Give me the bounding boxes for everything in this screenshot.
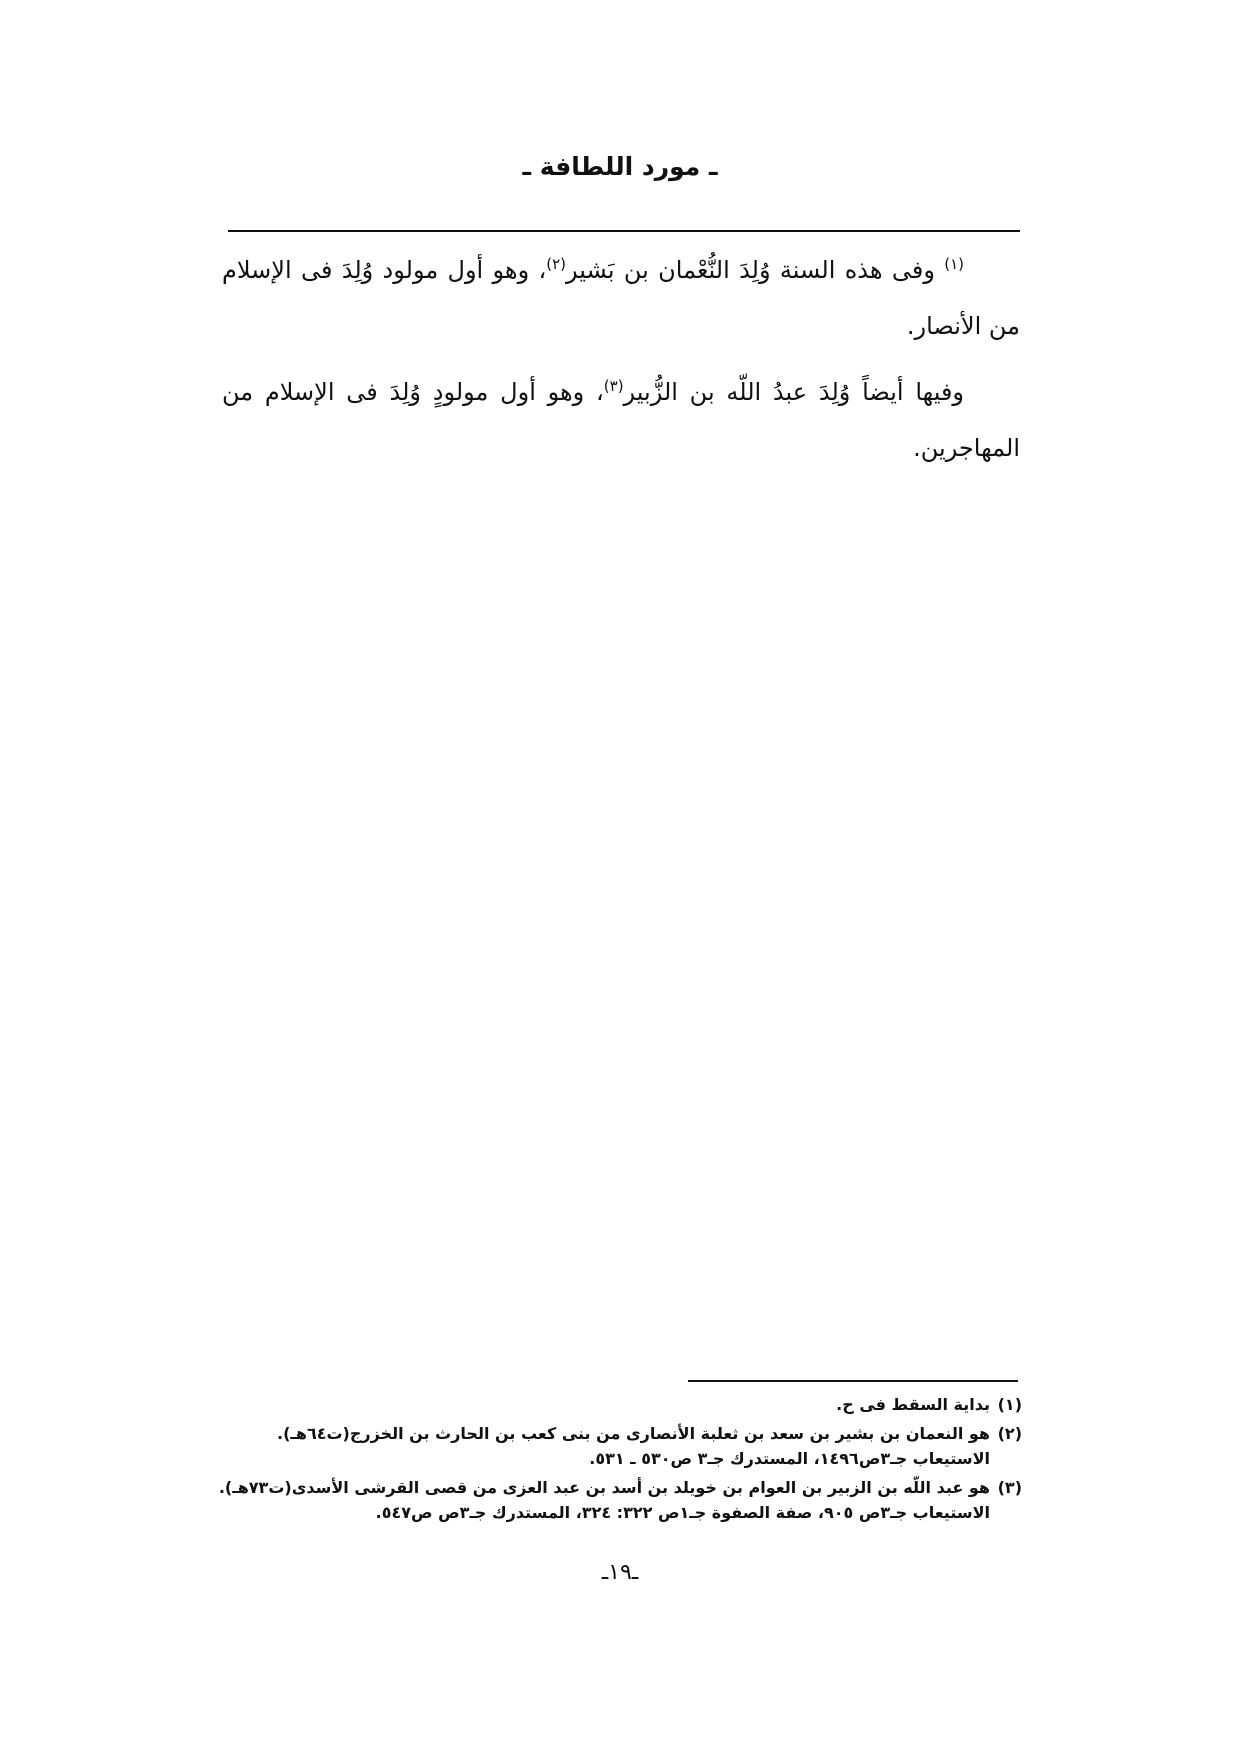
footnote-number: (٣) xyxy=(997,1478,1022,1497)
footnote-text xyxy=(218,1392,990,1417)
footnote-rule xyxy=(688,1380,1018,1382)
footnote-reference: (١) xyxy=(944,255,965,273)
footnote-text xyxy=(218,1421,990,1471)
footnote-line: بداية السقط فى ح. xyxy=(836,1395,990,1414)
page-number: ـ١٩ـ xyxy=(601,1560,639,1585)
paragraph-text: وفيها أيضاً وُلِدَ عبدُ اللّه بن الزُّبير xyxy=(623,378,965,406)
footnote-line: الاستيعاب جـ٣ص١٤٩٦، المستدرك جـ٣ ص٥٣٠ ـ ٥٣١. xyxy=(589,1449,990,1468)
footnote xyxy=(218,1475,1022,1525)
footnote-reference: (٣) xyxy=(603,377,624,395)
header-rule xyxy=(228,230,1020,232)
footnote xyxy=(218,1421,1022,1471)
footnotes xyxy=(218,1392,1022,1529)
footnote-number: (١) xyxy=(997,1395,1022,1414)
body-text xyxy=(222,242,1020,486)
paragraph-text: وفى هذه السنة وُلِدَ النُّعْمان بن بَشير xyxy=(566,256,945,284)
body-paragraph xyxy=(222,242,1020,354)
body-paragraph xyxy=(222,364,1020,476)
footnote-line: هو عبد اللّه بن الزبير بن العوام بن خويلد بن أسد بن عبد العزى من قصى القرشى الأسدى(ت٧٣هـ). xyxy=(218,1478,990,1497)
paragraph-text: ، وهو أول مولود وُلِدَ فى الإسلام من الأنصار. xyxy=(222,256,1020,340)
footnote-number: (٢) xyxy=(997,1424,1022,1443)
footnote-reference: (٢) xyxy=(546,255,567,273)
footnote-text xyxy=(218,1475,990,1525)
footnote-line: الاستيعاب جـ٣ص ٩٠٥، صفة الصفوة جـ١ص ٣٢٢: ٣٢٤، المستدرك جـ٣ص ص٥٤٧. xyxy=(375,1503,990,1522)
running-header: ـ مورد اللطافة ـ xyxy=(522,152,718,181)
footnote-line: هو النعمان بن بشير بن سعد بن ثعلبة الأنصارى من بنى كعب بن الحارث بن الخزرج(ت٦٤هـ). xyxy=(276,1424,990,1443)
paragraph-text: ، وهو أول مولودٍ وُلِدَ فى الإسلام من المهاجرين. xyxy=(222,378,1020,462)
footnote xyxy=(218,1392,1022,1417)
